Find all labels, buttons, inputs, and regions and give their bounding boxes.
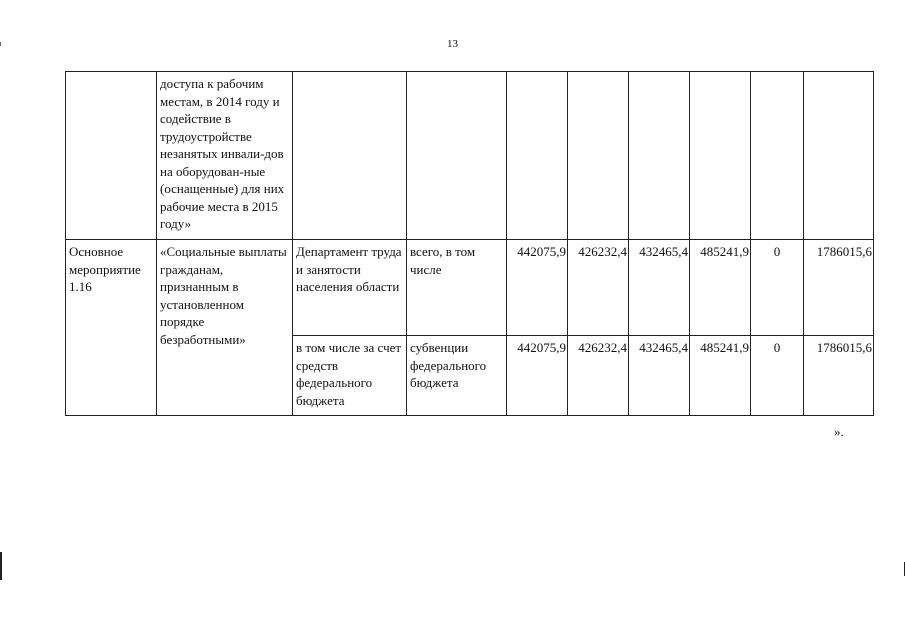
cell-value-year-4: 485241,9 <box>690 336 751 416</box>
cell-value-total: 1786015,6 <box>804 240 874 336</box>
cell-status: Основное мероприятие 1.16 <box>66 240 157 416</box>
cell-value-empty <box>690 72 751 240</box>
cell-value-empty <box>629 72 690 240</box>
table-row-activity-1-16 <box>66 240 874 336</box>
cell-value-year-3: 432465,4 <box>629 240 690 336</box>
cell-status-empty <box>66 72 157 240</box>
cell-value-empty <box>751 72 804 240</box>
cell-value-year-5: 0 <box>751 240 804 336</box>
cell-value-year-1: 442075,9 <box>507 240 568 336</box>
cell-value-year-2: 426232,4 <box>568 336 629 416</box>
scan-edge-mark-bottom <box>0 552 2 580</box>
scan-edge-mark-top <box>0 42 1 46</box>
cell-value-year-1: 442075,9 <box>507 336 568 416</box>
cell-value-empty <box>568 72 629 240</box>
cell-funding-source-federal: субвенции федерального бюджета <box>407 336 507 416</box>
cell-value-empty <box>507 72 568 240</box>
page-number: 13 <box>447 38 458 50</box>
cell-executor-federal: в том числе за счет средств федерального бюджета <box>293 336 407 416</box>
cell-value-year-2: 426232,4 <box>568 240 629 336</box>
cell-source-empty <box>407 72 507 240</box>
cell-value-year-4: 485241,9 <box>690 240 751 336</box>
table-row-continuation <box>66 72 874 240</box>
cell-executor-empty <box>293 72 407 240</box>
program-activities-table <box>65 71 874 416</box>
cell-activity-name: «Социальные выплаты гражданам, признанным в установленном порядке безработными» <box>157 240 293 416</box>
cell-funding-source: всего, в том числе <box>407 240 507 336</box>
cell-total-empty <box>804 72 874 240</box>
cell-value-year-5: 0 <box>751 336 804 416</box>
cell-value-total: 1786015,6 <box>804 336 874 416</box>
closing-quote-mark: ». <box>834 424 844 439</box>
cell-executor: Департамент труда и занятости населения области <box>293 240 407 336</box>
cell-value-year-3: 432465,4 <box>629 336 690 416</box>
cell-activity-description-continued: доступа к рабочим местам, в 2014 году и содействие в трудоустройстве незанятых инвали-дов на оборудован-ные (оснащенные) для них рабочие места в 2015 году» <box>157 72 293 240</box>
